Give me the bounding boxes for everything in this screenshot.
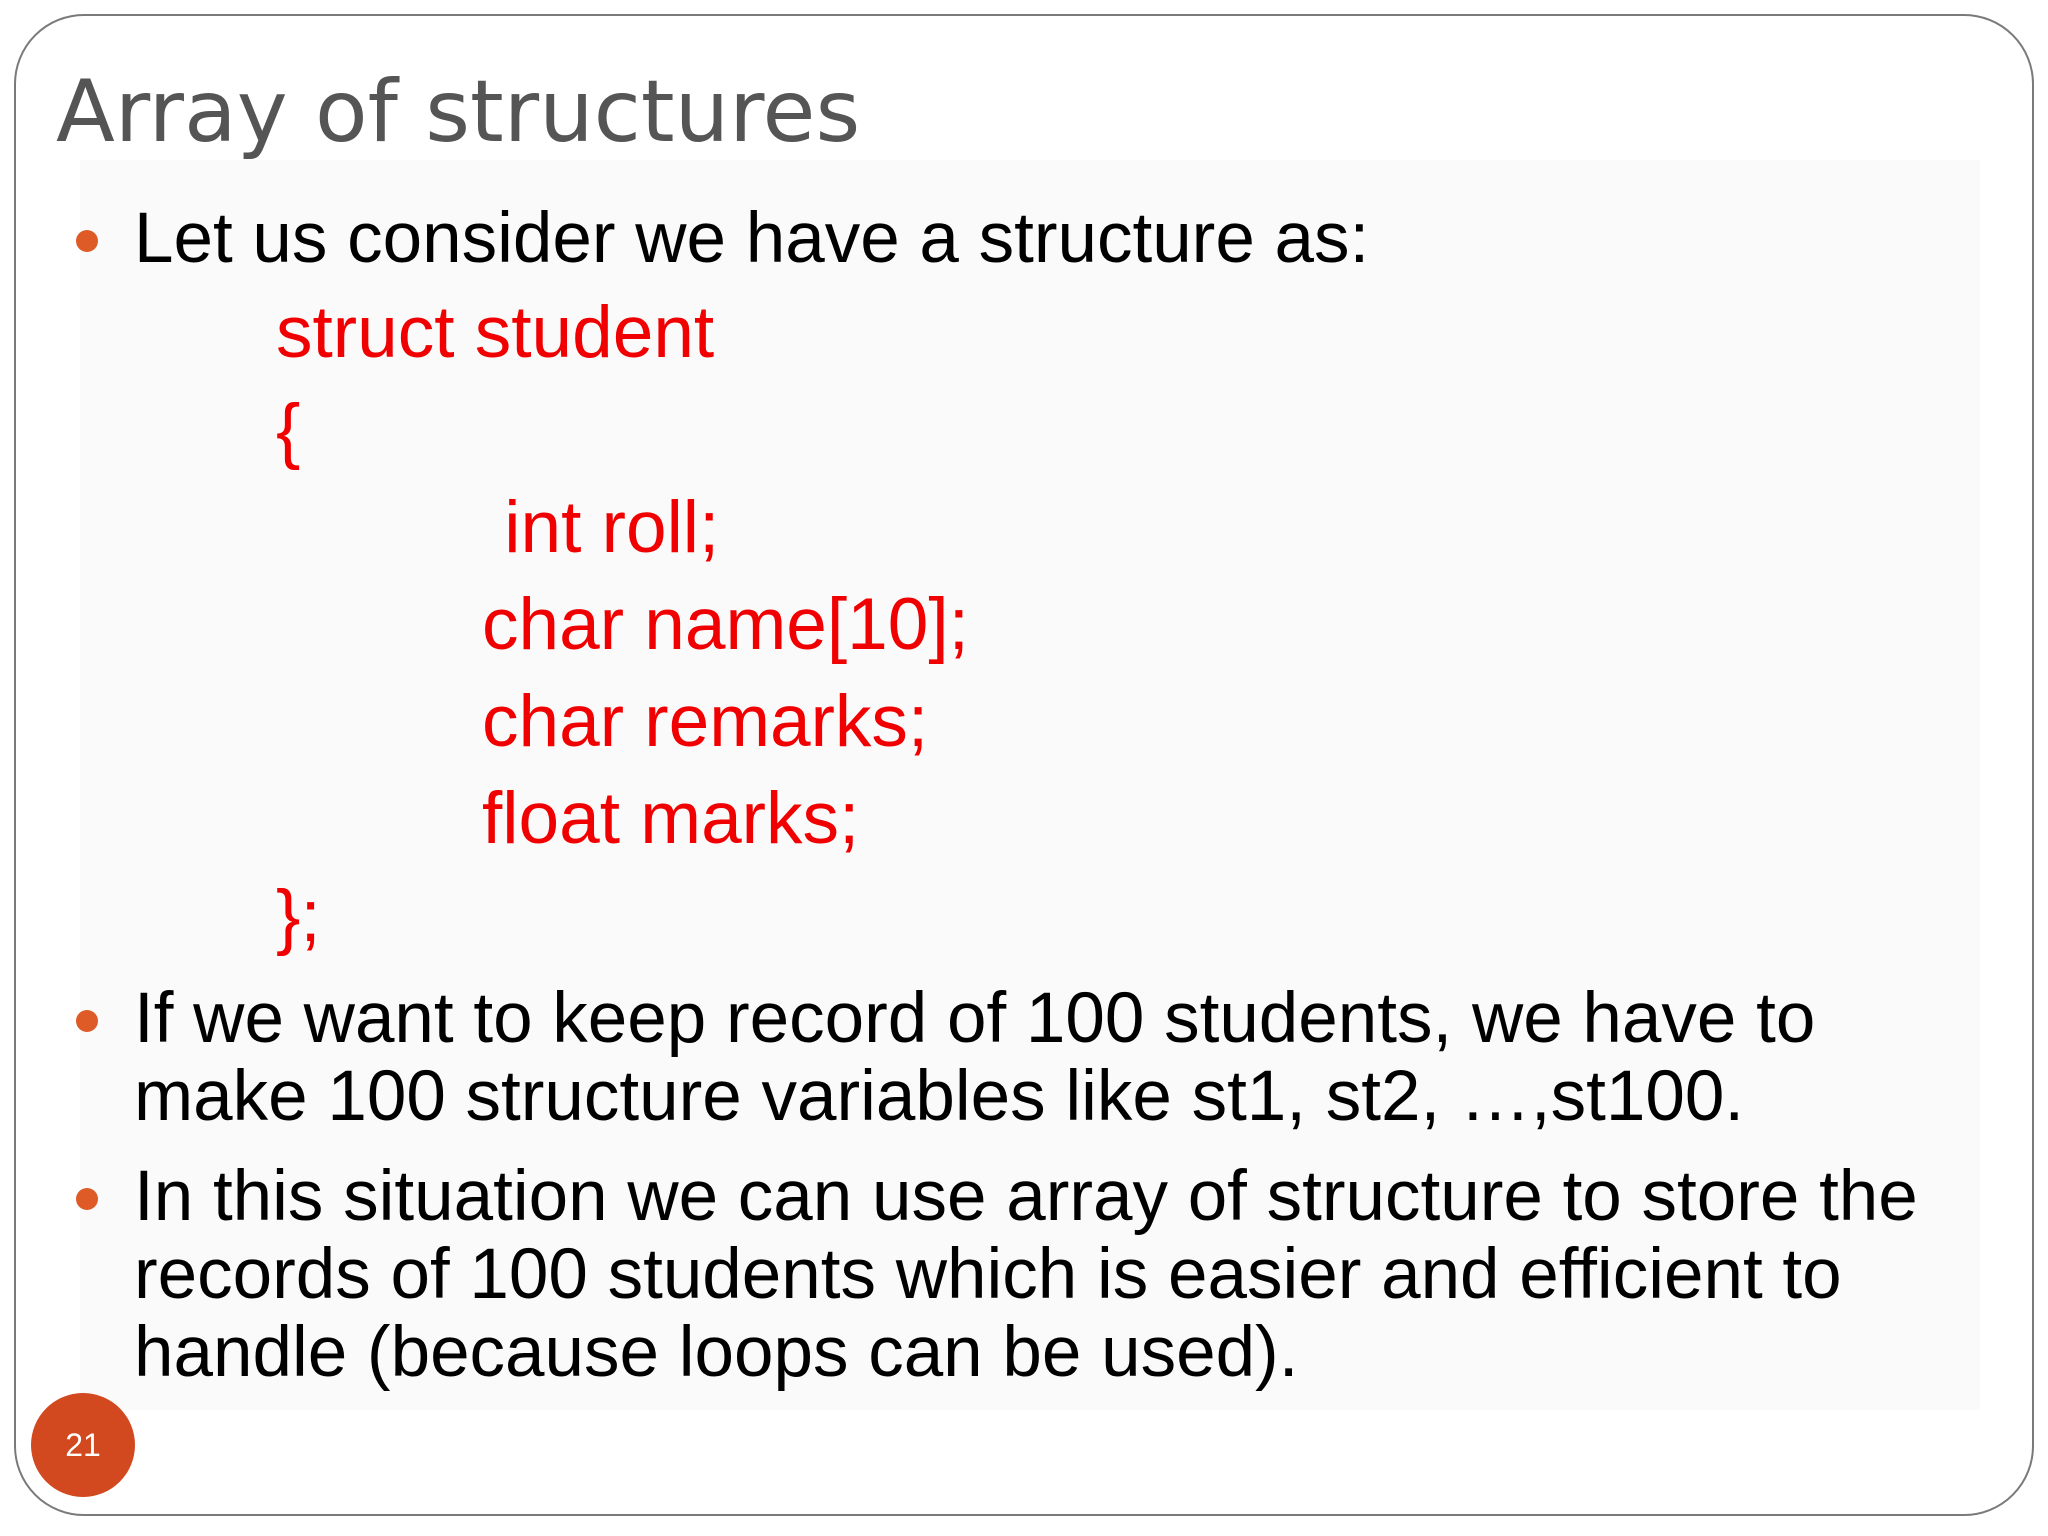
bullet-marker-icon <box>76 1188 98 1210</box>
bullet-marker-icon <box>76 1010 98 1032</box>
bullet-text: Let us consider we have a structure as: <box>134 199 1370 278</box>
code-line: char remarks; <box>482 681 929 762</box>
code-line: float marks; <box>482 778 860 859</box>
bullet-text: If we want to keep record of 100 students, we have to make 100 structure variables like st1, st2, …,st100. <box>134 979 1816 1136</box>
bullet-item <box>134 980 1974 1136</box>
bullet-marker-icon <box>76 230 98 252</box>
page-number-badge: 21 <box>31 1393 135 1497</box>
code-line: int roll; <box>484 487 720 568</box>
bullet-item <box>134 1158 1974 1392</box>
bullet-text: In this situation we can use array of structure to store the records of 100 students which is easier and efficient to handle (because loops can be used). <box>134 1157 1918 1392</box>
code-line: { <box>276 390 301 471</box>
code-line: struct student <box>276 292 715 373</box>
code-line: }; <box>276 876 321 957</box>
code-line: char name[10]; <box>482 584 969 665</box>
bullet-item <box>134 200 1974 278</box>
slide-title: Array of structures <box>56 62 861 162</box>
